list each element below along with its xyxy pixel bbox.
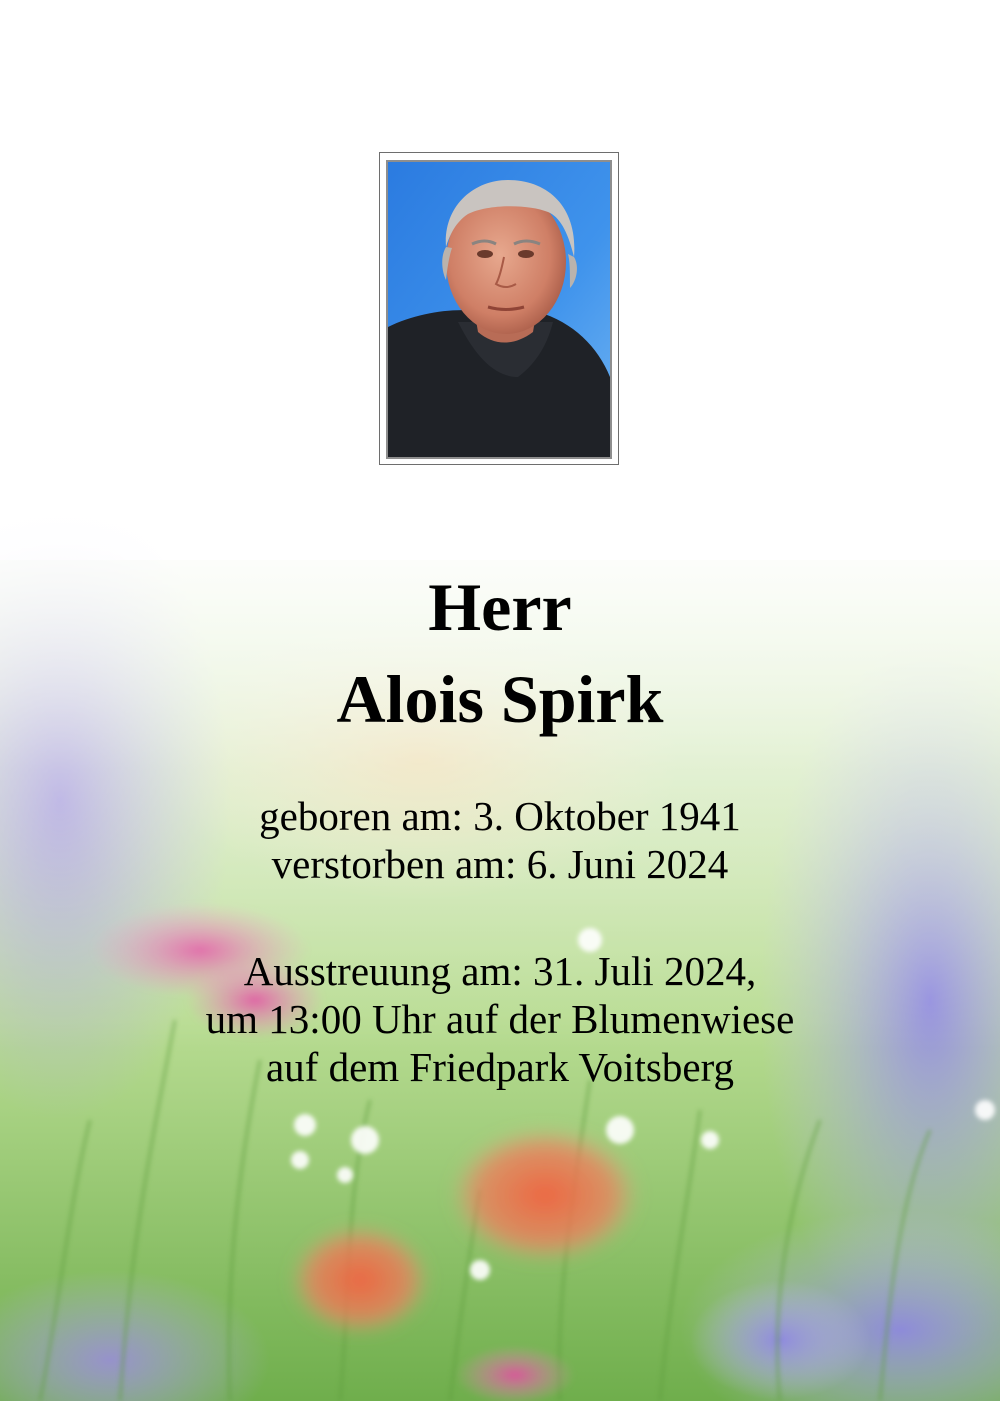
- ceremony-time-place-line: um 13:00 Uhr auf der Blumenwiese: [205, 996, 795, 1042]
- ceremony-location-line: auf dem Friedpark Voitsberg: [265, 1044, 735, 1090]
- portrait-photo: [386, 160, 612, 459]
- portrait-frame: [379, 152, 619, 465]
- ceremony-date-line: Ausstreuung am: 31. Juli 2024,: [243, 948, 757, 994]
- ceremony-details: [0, 947, 1000, 1091]
- deceased-name-heading: [0, 660, 1000, 738]
- deceased-name-text: Alois Spirk: [336, 661, 664, 737]
- life-dates: [0, 792, 1000, 888]
- salutation-heading: [0, 568, 1000, 646]
- birth-date-line: geboren am: 3. Oktober 1941: [259, 793, 741, 839]
- death-date-line: verstorben am: 6. Juni 2024: [271, 841, 729, 887]
- salutation-text: Herr: [428, 569, 572, 645]
